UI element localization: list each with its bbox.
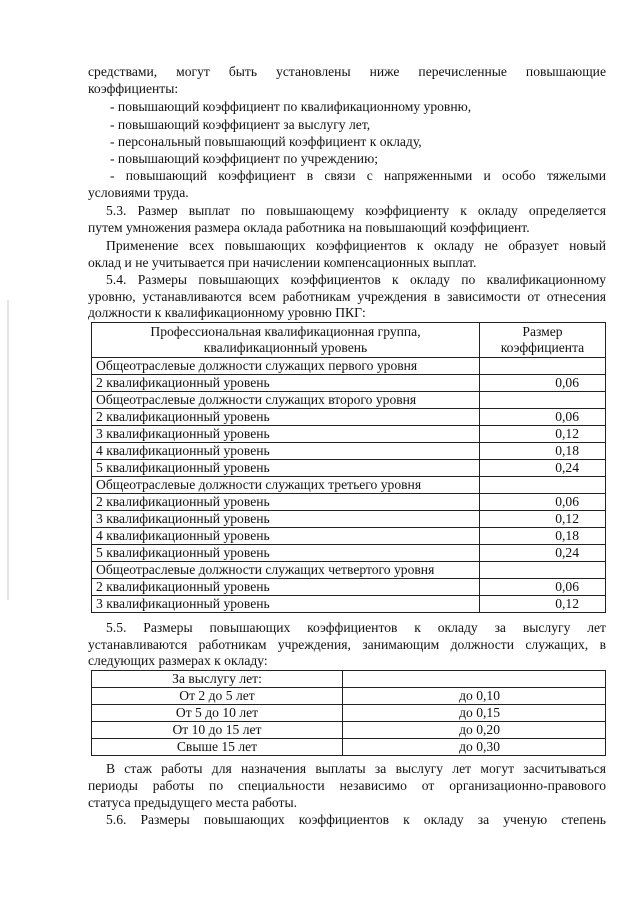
row-label: Общеотраслевые должности служащих второго уровня xyxy=(92,392,480,409)
para-5-5-line-2: устанавливаются работникам учреждения, занимающим должности служащих, в xyxy=(88,637,606,652)
para-apply-line-1: Применение всех повышающих коэффициентов к окладу не образует новый xyxy=(106,238,606,253)
row-label: 5 квалификационный уровень xyxy=(92,460,480,477)
para-apply-line-2: оклад и не учитывается при начислении компенсационных выплат. xyxy=(88,255,477,270)
row-value xyxy=(480,392,606,409)
row-value: 0,12 xyxy=(480,596,606,613)
row-label: 2 квалификационный уровень xyxy=(92,409,480,426)
row-label: 2 квалификационный уровень xyxy=(92,375,480,392)
row-value: 0,18 xyxy=(480,443,606,460)
table-row xyxy=(92,477,606,494)
header-size-line-1: Размер xyxy=(522,324,563,339)
row-value xyxy=(480,477,606,494)
table-header-row xyxy=(92,323,606,358)
para-5-4-line-1: 5.4. Размеры повышающих коэффициентов к окладу по квалификационному xyxy=(106,272,606,287)
row-label: Общеотраслевые должности служащих четвертого уровня xyxy=(92,562,480,579)
intro-line-1: средствами, могут быть установлены ниже перечисленные повышающие xyxy=(88,64,606,79)
table-row xyxy=(92,722,606,739)
table-row xyxy=(92,545,606,562)
list-item: - повышающий коэффициент по квалификационному уровню, xyxy=(110,99,472,114)
row-label: 2 квалификационный уровень xyxy=(92,579,480,596)
intro-line-2: коэффициенты: xyxy=(88,81,179,96)
table-row xyxy=(92,443,606,460)
para-5-5-line-1: 5.5. Размеры повышающих коэффициентов к окладу за выслугу лет xyxy=(106,620,606,635)
table-row xyxy=(92,409,606,426)
row-value: 0,12 xyxy=(480,426,606,443)
row-period: От 5 до 10 лет xyxy=(92,705,343,722)
row-label: 3 квалификационный уровень xyxy=(92,596,480,613)
row-value: 0,06 xyxy=(480,579,606,596)
row-value: до 0,30 xyxy=(343,739,606,756)
seniority-header: За выслугу лет: xyxy=(92,671,343,688)
row-value: 0,24 xyxy=(480,460,606,477)
table-row xyxy=(92,596,606,613)
table-row xyxy=(92,739,606,756)
row-label: 3 квалификационный уровень xyxy=(92,426,480,443)
table-row xyxy=(92,494,606,511)
row-period: Свыше 15 лет xyxy=(92,739,343,756)
row-value: 0,06 xyxy=(480,375,606,392)
qualification-coefficient-table xyxy=(91,322,606,613)
row-value: 0,06 xyxy=(480,494,606,511)
table-row xyxy=(92,375,606,392)
seniority-header-empty xyxy=(343,671,606,688)
row-label: 2 квалификационный уровень xyxy=(92,494,480,511)
header-group-line-1: Профессиональная квалификационная группа, xyxy=(150,324,421,339)
row-value: 0,24 xyxy=(480,545,606,562)
table-row xyxy=(92,460,606,477)
para-5-4-line-2: уровню, устанавливаются всем работникам учреждения в зависимости от отнесения xyxy=(88,289,606,304)
para-5-3-line-2: путем умножения размера оклада работника на повышающий коэффициент. xyxy=(88,220,530,235)
list-item: - повышающий коэффициент в связи с напряженными и особо тяжелыми xyxy=(110,168,606,183)
list-item: - повышающий коэффициент за выслугу лет, xyxy=(110,117,371,132)
table-header-row xyxy=(92,671,606,688)
table-row xyxy=(92,426,606,443)
header-group-line-2: квалификационный уровень xyxy=(203,340,368,355)
list-item: - повышающий коэффициент по учреждению; xyxy=(110,151,379,166)
list-item: - персональный повышающий коэффициент к окладу, xyxy=(110,134,422,149)
row-value: до 0,15 xyxy=(343,705,606,722)
row-label: Общеотраслевые должности служащих первого уровня xyxy=(92,358,480,375)
row-label: 5 квалификационный уровень xyxy=(92,545,480,562)
row-value: до 0,20 xyxy=(343,722,606,739)
seniority-coefficient-table xyxy=(91,670,606,756)
row-label: 3 квалификационный уровень xyxy=(92,511,480,528)
header-group xyxy=(92,323,480,358)
row-value: 0,18 xyxy=(480,528,606,545)
row-label: Общеотраслевые должности служащих третьего уровня xyxy=(92,477,480,494)
row-value: до 0,10 xyxy=(343,688,606,705)
scan-edge-mark xyxy=(7,300,9,600)
row-label: 4 квалификационный уровень xyxy=(92,443,480,460)
row-value: 0,06 xyxy=(480,409,606,426)
header-size-line-2: коэффициента xyxy=(500,340,585,355)
para-5-6-line-1: 5.6. Размеры повышающих коэффициентов к окладу за ученую степень xyxy=(106,812,606,827)
para-5-3-line-1: 5.3. Размер выплат по повышающему коэффициенту к окладу определяется xyxy=(106,203,606,218)
row-value xyxy=(480,358,606,375)
para-5-4-line-3: должности к квалификационному уровню ПКГ: xyxy=(88,305,366,320)
table-row xyxy=(92,528,606,545)
table-row xyxy=(92,392,606,409)
row-value xyxy=(480,562,606,579)
para-5-5-line-3: следующих размерах к окладу: xyxy=(88,653,268,668)
row-period: От 2 до 5 лет xyxy=(92,688,343,705)
table-row xyxy=(92,562,606,579)
para-stazh-line-1: В стаж работы для назначения выплаты за выслугу лет могут засчитываться xyxy=(106,761,606,776)
table-row xyxy=(92,579,606,596)
para-stazh-line-3: статуса предыдущего места работы. xyxy=(88,795,298,810)
header-size xyxy=(480,323,606,358)
para-stazh-line-2: периоды работы по специальности независимо от организационно-правового xyxy=(88,778,606,793)
table-row xyxy=(92,358,606,375)
row-value: 0,12 xyxy=(480,511,606,528)
table-row xyxy=(92,705,606,722)
row-label: 4 квалификационный уровень xyxy=(92,528,480,545)
row-period: От 10 до 15 лет xyxy=(92,722,343,739)
table-row xyxy=(92,688,606,705)
list-continuation: условиями труда. xyxy=(88,185,189,200)
table-row xyxy=(92,511,606,528)
